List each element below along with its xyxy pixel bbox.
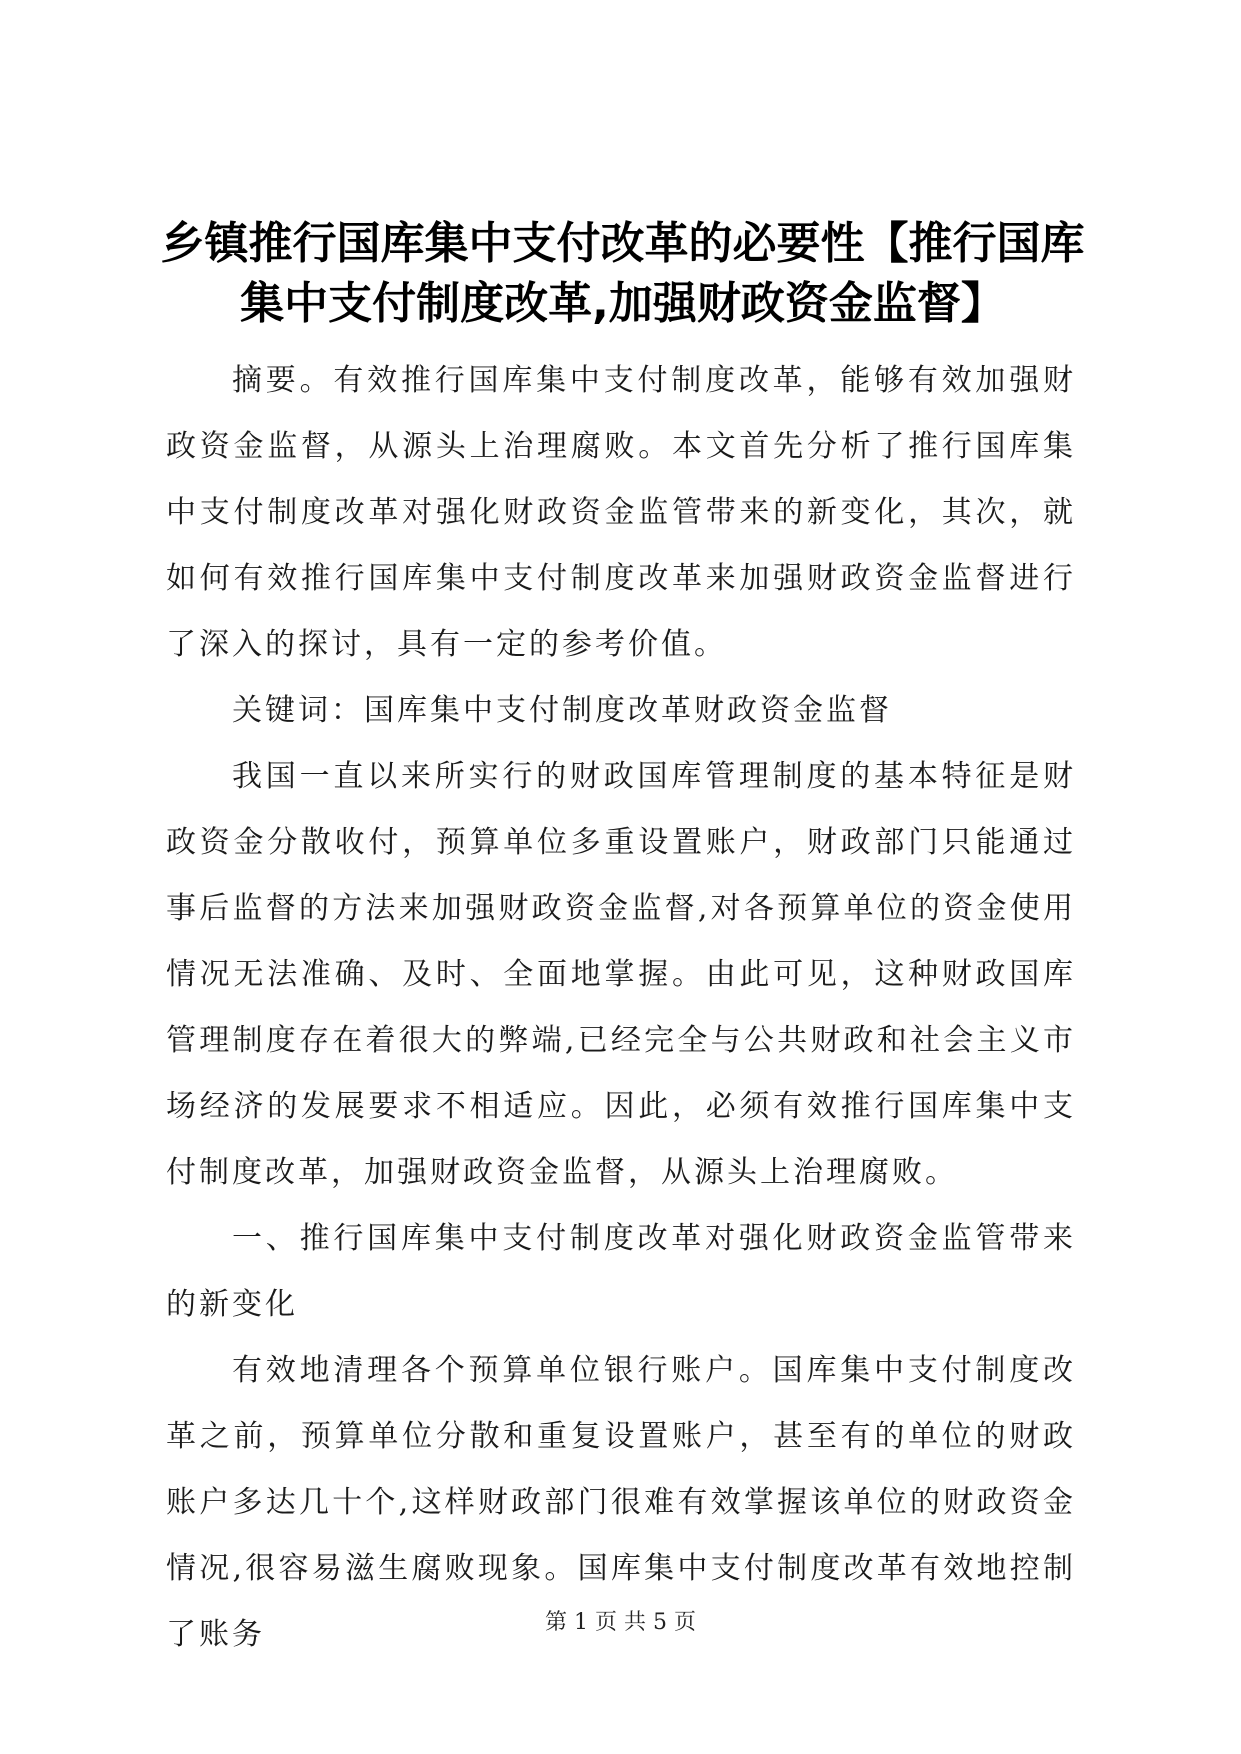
section-paragraph: 有效地清理各个预算单位银行账户。国库集中支付制度改革之前，预算单位分散和重复设置账户，甚至有的单位的财政账户多达几十个,这样财政部门很难有效掌握该单位的财政资金情况,很容易滋生腐败现象。国库集中支付制度改革有效地控制了账务 bbox=[166, 1353, 1076, 1652]
page-footer: 第 1 页 共 5 页 bbox=[545, 1610, 696, 1635]
abstract-paragraph: 摘要。有效推行国库集中支付制度改革，能够有效加强财政资金监督，从源头上治理腐败。本文首先分析了推行国库集中支付制度改革对强化财政资金监管带来的新变化，其次，就如何有效推行国库集中支付制度改革来加强财政资金监督进行了深入的探讨，具有一定的参考价值。 bbox=[166, 363, 1076, 662]
keywords-paragraph: 关键词：国库集中支付制度改革财政资金监督 bbox=[232, 693, 892, 728]
document-title: 乡镇推行国库集中支付改革的必要性【推行国库集中支付制度改革,加强财政资金监督】 bbox=[160, 218, 1085, 329]
document-body bbox=[166, 348, 1076, 1668]
intro-paragraph: 我国一直以来所实行的财政国库管理制度的基本特征是财政资金分散收付，预算单位多重设置账户，财政部门只能通过事后监督的方法来加强财政资金监督,对各预算单位的资金使用情况无法准确、及时、全面地掌握。由此可见，这种财政国库管理制度存在着很大的弊端,已经完全与公共财政和社会主义市场经济的发展要求不相适应。因此，必须有效推行国库集中支付制度改革，加强财政资金监督，从源头上治理腐败。 bbox=[166, 759, 1076, 1190]
section-heading: 一、推行国库集中支付制度改革对强化财政资金监管带来的新变化 bbox=[166, 1221, 1076, 1322]
